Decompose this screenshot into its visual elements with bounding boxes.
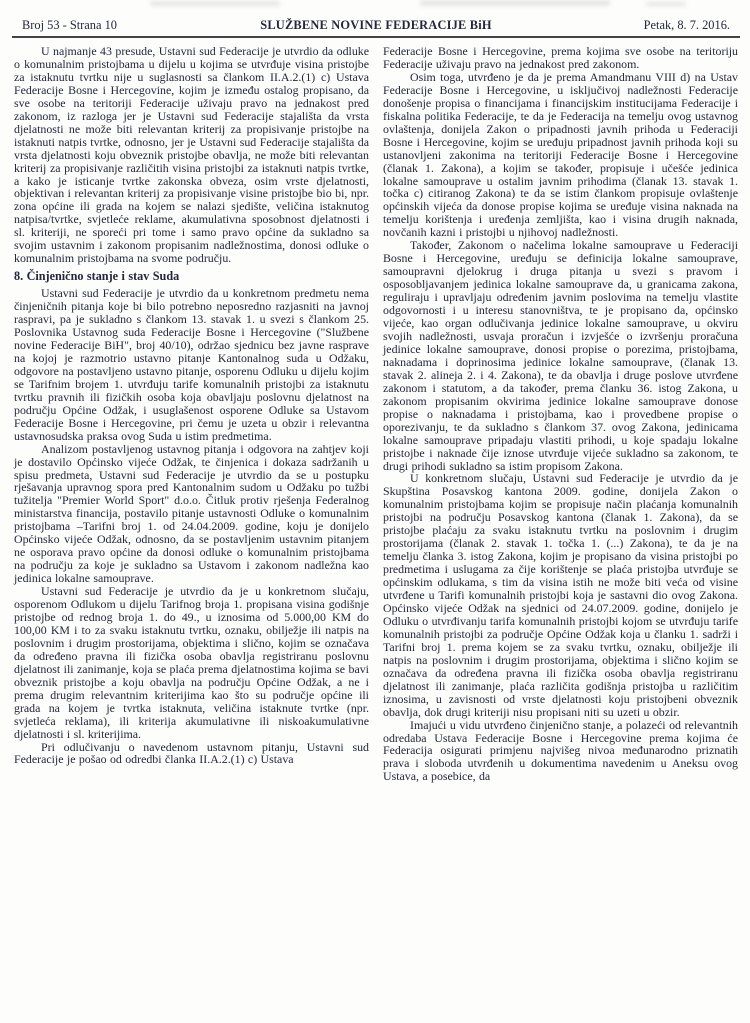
scan-artifact <box>420 0 610 6</box>
paragraph: Analizom postavljenog ustavnog pitanja i odgovora na zahtjev koji je dostavilo Općinsko vijeće Odžak, te činjenica i dokaza sadržanih u spisu predmeta, Ustavni sud Federacije je utvrdio da se u postupku rješavanja upravnog spora pred Kantonalnim sudom u Odžaku po tužbi tužitelja "Premier World Sport" d.o.o. Čitluk protiv rješenja Federalnog ministarstva financija, postavilo pitanje ustavnosti Odluke o komunalnim pristojbama –Tarifni broj 1. od 24.04.2009. godine, koju je donijelo Općinsko vijeće Odžak, odnosno, da se postavljenim ustavnim pitanjem ne osporava pravo općine da donosi odluke o komunalnim pristojbama na području za koje je sukladno sa Ustavom i zakonom nadležna kao jedinica lokalne samouprave. <box>14 441 369 586</box>
scan-artifact <box>646 2 686 6</box>
paragraph: Pri odlučivanju o navedenom ustavnom pitanju, Ustavni sud Federacije je pošao od odredbi članka II.A.2.(1) c) Ustava <box>14 739 369 767</box>
paragraph: Osim toga, utvrđeno je da je prema Amandmanu VIII d) na Ustav Federacije Bosne i Hercegovine, u isključivoj nadležnosti Federacije donošenje propisa o financijama i financijskim institucijama Federacije i fiskalna politika Federacije, te da je Federacija na temelju ovog ustavnog ovlaštenja, donijela Zakon o pripadnosti javnih prihoda u Federaciji Bosne i Hercegovine, kojim se uređuju pripadnost javnih prihoda koji su ustanovljeni zakonima na teritoriji Federacije Bosne i Hercegovine (članak 1. Zakona), a kojim se također, propisuje i učešće jedinica lokalne samouprave u ostalim javnim prihodima (članak 13. stavak 1. točka c) citiranog Zakona) te da se istim člankom propisuje ovlaštenje općinskih vijeća da donose propise kojima se uređuje visina naknada na temelju korištenja i uređenja zemljišta, kao i visina drugih naknada, novčanih kazni i pristojbi u njihovoj nadležnosti. <box>383 69 738 240</box>
issue-date: Petak, 8. 7. 2016. <box>643 18 730 32</box>
paragraph: U najmanje 43 presude, Ustavni sud Federacije je utvrdio da odluke o komunalnim pristojbama u dijelu u kojima se utvrđuje visina pristojbe za istaknutu tvrtku nije u suglasnosti sa člankom II.A.2.(1) c) Ustava Federacije Bosne i Hercegovine, kojim je između ostalog propisano, da sve osobe na teritoriji Federacije uživaju pravo na jednakost pred zakonom, iz razloga jer je Ustavni sud Federacije stajališta da vrsta djelatnosti ne može biti relevantan kriterij za propisivanje pristojbe na istaknuti natpis tvrtke, odnosno, jer je Ustavni sud Federacije stajališta da vrsta djelatnosti koju obveznik pristojbe obavlja, ne može biti relevantan kriterij za propisivanje različitih visina pristojbi za istaknuti natpis tvrtke, a kako je isticanje tvrtke zakonska obveza, osim vrste djelatnosti, objektivan i relevantan kriterij za propisivanje visine pristojbe bio bi, npr. zona općine ili grada na kojem se nalazi sjedište, veličina istaknutog natpisa/tvrtke, svjetleće reklame, akumulativna sposobnost djelatnosti i sl. kriteriji, ne sporeći pri tome i samo pravo općine da sukladno sa svojim ustavnim i zakonom propisanim nadležnostima, donosi odluke o komunalnim pristojbama na svome području. <box>14 44 369 266</box>
paragraph: Ustavni sud Federacije je utvrdio da u konkretnom predmetu nema činjeničnih pitanja koje bi bilo potrebno neposredno razjasniti na javnoj raspravi, pa je sukladno s člankom 13. stavak 1. u svezi s člankom 25. Poslovnika Ustavnog suda Federacije Bosne i Hercegovine ("Službene novine Federacije BiH", broj 40/10), održao sjednicu bez javne rasprave na kojoj je razmotrio ustavno pitanje Kantonalnog suda u Odžaku, odgovore na postavljeno ustavno pitanje, osporenu Odluku u dijelu kojim se Tarifnim brojem 1. utvrđuju tarife komunalnih pristojbi za istaknutu tvrtku pravnih ili fizičkih osoba koja obavljaju poslovnu djelatnost na području Općine Odžak, i usuglašenost osporene Odluke sa Ustavom Federacije Bosne i Hercegovine, pri čemu je uzeta u obzir i relevantna ustavnosudska praksa ovog Suda u istim predmetima. <box>14 286 369 443</box>
gazette-title: SLUŽBENE NOVINE FEDERACIJE BiH <box>260 18 492 32</box>
paragraph: Također, Zakonom o načelima lokalne samouprave u Federaciji Bosne i Hercegovine, uređuju se definicija lokalne samouprave, samoupravni djelokrug i druga pitanja u svezi s pravom i osposobljavanjem jedinica lokalne samouprave da, u granicama zakona, reguliraju i upravljaju određenim javnim poslovima na temelju vlastite odgovornosti i u interesu stanovništva, te je propisano da, općinsko vijeće, kao organ odlučivanja jedinice lokalne samouprave, u okviru svojih nadležnosti, usvaja proračun i izvješće o izvršenju proračuna jedinice lokalne samouprave, donosi propise o porezima, pristojbama, naknadama i doprinosima jedinice lokalne samouprave, (članak 13. stavak 2. alineja 2. i 4. Zakona), te da obavlja i druge poslove utvrđene zakonom i statutom, a da također, prema članku 36. istog Zakona, u zakonom propisanim okvirima jedinice lokalne samouprave donose propise o naknadama i pristojbama, kao i provedbene propise o oporezivanju, te da sukladno s člankom 37. ovog Zakona, jedinicama lokalne samouprave pripadaju vlastiti prihodi, u koje spadaju lokalne pristojbe i naknade čije iznose utvrđuje vijeće sukladno sa zakonom, te drugi prihodi sukladno sa istim propisom Zakona. <box>383 238 738 473</box>
right-column <box>383 45 738 783</box>
paragraph: Federacije Bosne i Hercegovine, prema kojima sve osobe na teritoriju Federacije uživaju pravo na jednakost pred zakonom. <box>383 44 738 71</box>
paragraph: Ustavni sud Federacije je utvrdio da je u konkretnom slučaju, osporenom Odlukom u dijelu Tarifnog broja 1. propisana visina godišnje pristojbe od rednog broja 1. do 49., u iznosima od 5.000,00 KM do 100,00 KM i to za svaku istaknutu tvrtku, oznaku, obilježje ili natpis na poslovnim i drugim prostorijama, objektima i slično, kojim se označava da određeno pravna ili fizička osoba obavlja registriranu poslovnu djelatnost ili zanimanje, koja se plaća prema djelatnostima kojima se bavi obveznik pristojbe a koju obavlja na području Općine Odžak, a ne i prema drugim relevantnim kriterijima kao što su područje općine ili grada na kojem je tvrtka istaknuta, veličina istaknute tvrtke (npr. svjetleća reklama), ili kriterija akumulativne ili niskoakumulativne djelatnosti i sl. kriterijima. <box>14 584 369 741</box>
two-column-text-body <box>12 38 740 783</box>
paragraph: U konkretnom slučaju, Ustavni sud Federacije je utvrdio da je Skupština Posavskog kantona 2009. godine, donijela Zakon o komunalnim pristojbama kojim se propisuje način plaćanja komunalnih pristojbi na području Posavskog kantona (članak 1. Zakona), da se pristojbe plaćaju za svaku istaknutu tvrtku na poslovnim i drugim prostorijama (članak 2. stavak 1. točka 1. (...) Zakona), te da je na temelju članka 3. istog Zakona, kojim je propisano da visina pristojbi po predmetima i uslugama za čije korištenje se plaća pristojba utvrđuje se općinskim odlukama, s tim da visina istih ne može biti veća od visine utvrđene u Tarifi komunalnih pristojbi koja je sastavni dio ovog Zakona. Općinsko vijeće Odžak na sjednici od 24.07.2009. godine, donijelo je Odluku o utvrđivanju tarifa komunalnih pristojbi kojom se utvrđuju tarife komunalnih pristojbi za područje Općine Odžak koja u članku 1. sadrži i Tarifni broj 1. prema kojem se za svaku tvrtku, oznaku, obilježje ili natpis na poslovnim i drugim prostorijama, objektima i slično kojim se označava da određena pravna ili fizička osoba obavlja registriranu djelatnost ili zanimanje, plaća različita godišnja pristojba u različitim iznosima, u zavisnosti od vrste djelatnosti koju pristojbeni obveznik obavlja, dok drugi kriteriji nisu propisani niti su uzeti u obzir. <box>383 471 738 719</box>
left-column <box>14 45 369 783</box>
scan-artifact <box>150 1 280 6</box>
paragraph: Imajući u vidu utvrđeno činjenično stanje, a polazeći od relevantnih odredaba Ustava Federacije Bosne i Hercegovine prema kojima će Federacija osigurati primjenu najvišeg nivoa međunarodno priznatih prava i sloboda utvrđenih u dokumentima navedenim u Aneksu ovog Ustava, a posebice, da <box>383 717 738 784</box>
section-heading: 8. Činjenično stanje i stav Suda <box>14 269 180 284</box>
issue-page-number: Broj 53 - Strana 10 <box>22 18 117 32</box>
page-header <box>12 4 740 38</box>
